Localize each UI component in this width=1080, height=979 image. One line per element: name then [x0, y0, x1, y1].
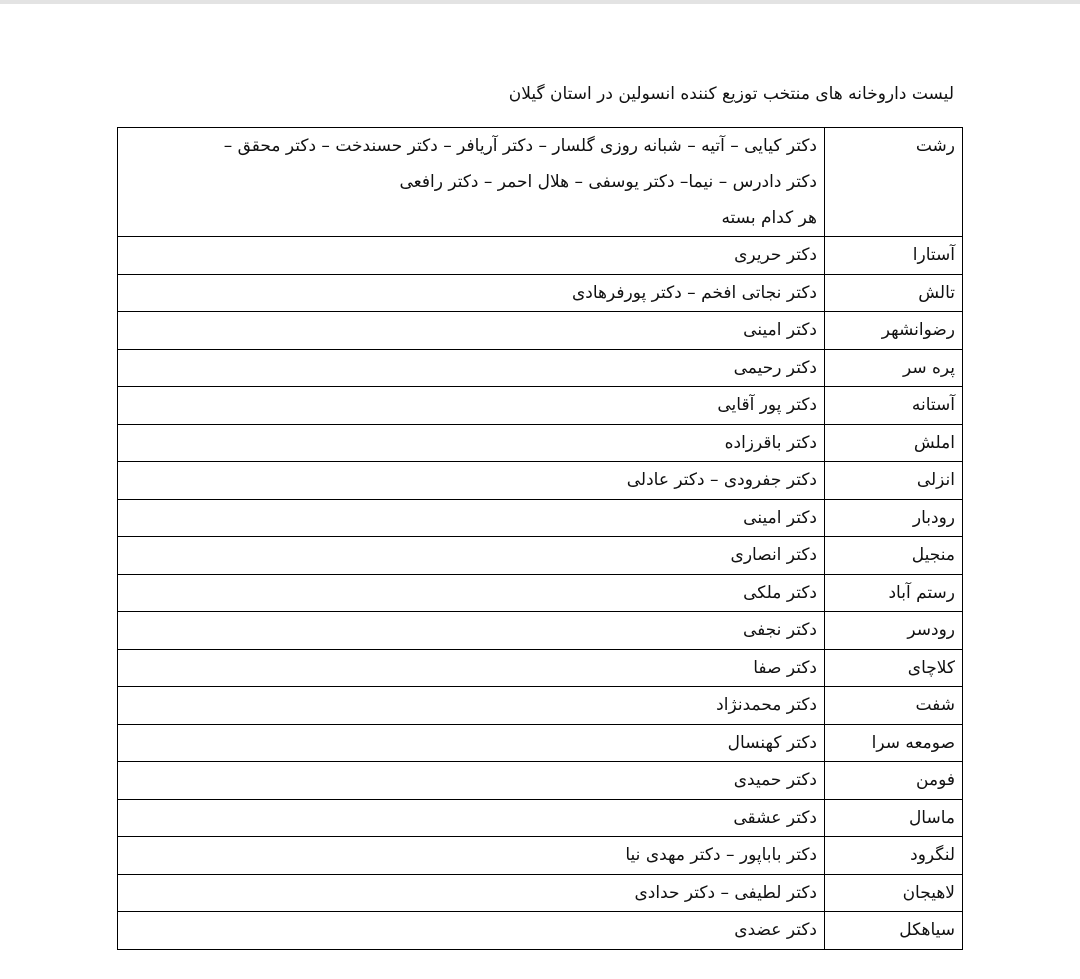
table-row: [118, 387, 963, 425]
city-cell: رودبار: [825, 499, 963, 537]
city-cell: رستم آباد: [825, 574, 963, 612]
pharmacy-line: دکتر کیایی – آتیه – شبانه روزی گلسار – دکتر آریافر – دکتر حسندخت – دکتر محقق –: [223, 136, 817, 156]
pharmacy-line: دکتر امینی: [743, 507, 817, 528]
pharmacy-line: دکتر محمدنژاد: [716, 695, 817, 715]
pharmacy-line: دکتر عشقی: [733, 807, 817, 828]
pharmacy-line: دکتر دادرس – نیما– دکتر یوسفی – هلال احمر – دکتر رافعی: [399, 172, 817, 192]
top-bar: [0, 0, 1080, 4]
document-title: لیست داروخانه های منتخب توزیع کننده انسولین در استان گیلان: [508, 84, 954, 104]
city-cell: سیاهکل: [825, 912, 963, 950]
table-row: [118, 312, 963, 350]
table-row: [118, 128, 963, 237]
pharmacy-table: [117, 127, 963, 950]
pharmacy-line: دکتر کهنسال: [727, 732, 817, 753]
city-cell: املش: [825, 424, 963, 462]
pharmacy-line: دکتر باباپور – دکتر مهدی نیا: [625, 845, 817, 865]
pharmacy-line: دکتر حمیدی: [733, 770, 817, 790]
pharmacy-cell: [118, 387, 825, 425]
table-row: [118, 424, 963, 462]
pharmacy-line: دکتر نجفی: [742, 620, 817, 640]
pharmacy-cell: [118, 424, 825, 462]
city-cell: رشت: [825, 128, 963, 237]
city-cell: رودسر: [825, 612, 963, 650]
city-cell: آستانه: [825, 387, 963, 425]
city-cell: آستارا: [825, 237, 963, 275]
pharmacy-line: دکتر امینی: [743, 320, 817, 340]
pharmacy-cell: [118, 462, 825, 500]
pharmacy-cell: [118, 274, 825, 312]
pharmacy-cell: [118, 687, 825, 725]
pharmacy-cell: [118, 799, 825, 837]
city-cell: تالش: [825, 274, 963, 312]
table-row: [118, 762, 963, 800]
pharmacy-line: دکتر حریری: [734, 245, 817, 265]
city-cell: ماسال: [825, 799, 963, 837]
table-row: [118, 912, 963, 950]
city-cell: لنگرود: [825, 837, 963, 875]
pharmacy-cell: [118, 874, 825, 912]
pharmacy-table-body: [118, 128, 963, 950]
pharmacy-line: دکتر انصاری: [730, 545, 817, 565]
city-cell: صومعه سرا: [825, 724, 963, 762]
pharmacy-cell: [118, 237, 825, 275]
pharmacy-line: دکتر جفرودی – دکتر عادلی: [626, 470, 817, 490]
pharmacy-line: دکتر صفا: [753, 657, 817, 678]
table-row: [118, 499, 963, 537]
pharmacy-cell: [118, 574, 825, 612]
pharmacy-line: دکتر باقرزاده: [724, 432, 817, 453]
table-row: [118, 349, 963, 387]
city-cell: رضوانشهر: [825, 312, 963, 350]
pharmacy-line: دکتر پور آقایی: [717, 395, 817, 415]
table-row: [118, 612, 963, 650]
pharmacy-cell: [118, 612, 825, 650]
pharmacy-cell: [118, 837, 825, 875]
city-cell: لاهیجان: [825, 874, 963, 912]
table-row: [118, 537, 963, 575]
pharmacy-line: دکتر لطیفی – دکتر حدادی: [634, 882, 817, 903]
pharmacy-cell: [118, 912, 825, 950]
city-cell: منجیل: [825, 537, 963, 575]
table-row: [118, 274, 963, 312]
table-row: [118, 649, 963, 687]
city-cell: فومن: [825, 762, 963, 800]
pharmacy-cell: [118, 762, 825, 800]
pharmacy-line: دکتر رحیمی: [733, 357, 817, 378]
table-row: [118, 874, 963, 912]
table-row: [118, 687, 963, 725]
pharmacy-line: دکتر عضدی: [734, 920, 817, 940]
pharmacy-cell: [118, 349, 825, 387]
pharmacy-cell: [118, 499, 825, 537]
pharmacy-cell: [118, 128, 825, 237]
table-row: [118, 799, 963, 837]
pharmacy-cell: [118, 649, 825, 687]
pharmacy-line: دکتر نجاتی افخم – دکتر پورفرهادی: [571, 282, 817, 303]
pharmacy-line: هر کدام بسته: [721, 208, 817, 228]
pharmacy-line: دکتر ملکی: [743, 582, 817, 603]
city-cell: کلاچای: [825, 649, 963, 687]
table-row: [118, 462, 963, 500]
table-row: [118, 837, 963, 875]
table-row: [118, 237, 963, 275]
table-row: [118, 724, 963, 762]
city-cell: شفت: [825, 687, 963, 725]
pharmacy-cell: [118, 312, 825, 350]
pharmacy-cell: [118, 724, 825, 762]
table-row: [118, 574, 963, 612]
city-cell: انزلی: [825, 462, 963, 500]
city-cell: پره سر: [825, 349, 963, 387]
pharmacy-cell: [118, 537, 825, 575]
